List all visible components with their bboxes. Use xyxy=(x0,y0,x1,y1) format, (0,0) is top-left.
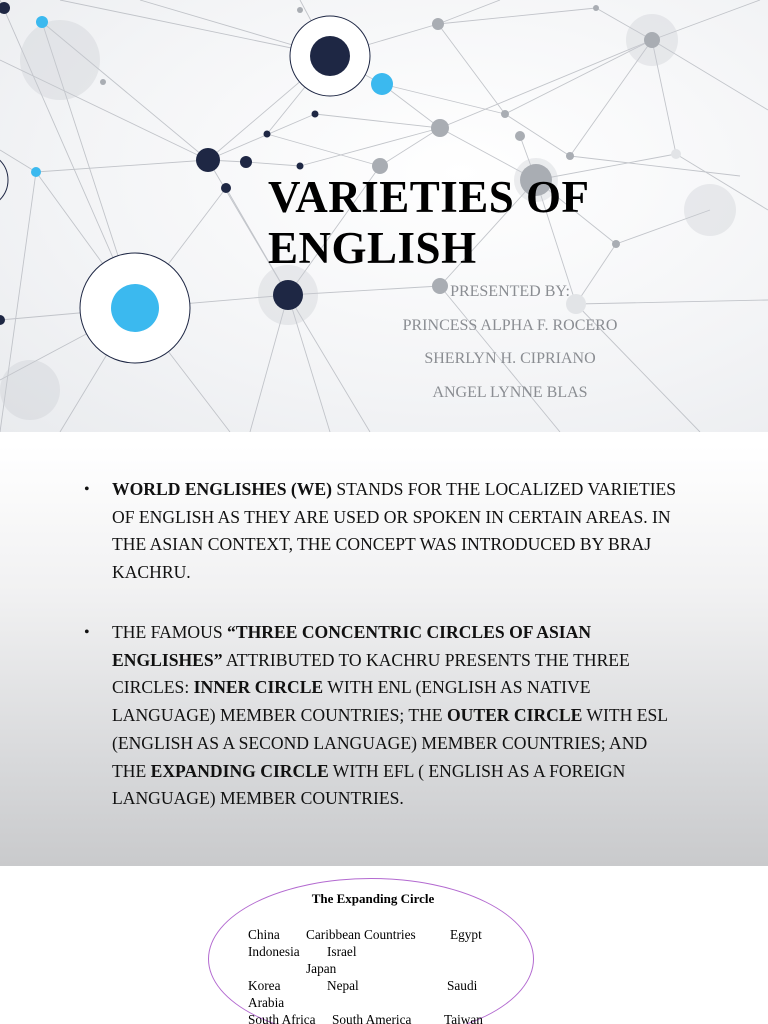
bullet-dot: • xyxy=(84,481,90,498)
country-label: Indonesia xyxy=(248,944,300,959)
bullet-body: WITH ESL (ENGLISH AS A SECOND LANGUAGE) MEMBER COUNTRIES; AND THE xyxy=(112,705,668,781)
bullet-three-circles xyxy=(84,619,678,813)
title-line-2: ENGLISH xyxy=(268,223,477,273)
bullet-text xyxy=(112,619,678,813)
bullet-body: THE FAMOUS xyxy=(112,622,228,642)
country-label: Egypt xyxy=(450,927,482,942)
bold-term: OUTER CIRCLE xyxy=(446,705,583,726)
country-label: Taiwan xyxy=(444,1012,483,1024)
country-label: South Africa xyxy=(248,1012,316,1024)
content-slide xyxy=(0,445,768,866)
circle-title: The Expanding Circle xyxy=(311,891,435,906)
bullet-world-englishes xyxy=(84,476,678,587)
country-label: Caribbean Countries xyxy=(306,927,416,942)
presenter-name: ANGEL LYNNE BLAS xyxy=(432,383,588,401)
bullet-body: ATTRIBUTED TO KACHRU PRESENTS THE THREE CIRCLES: xyxy=(112,649,630,698)
presenter-name: PRINCESS ALPHA F. ROCERO xyxy=(402,316,618,334)
country-label: China xyxy=(248,927,280,942)
expanding-circle-slide xyxy=(0,866,768,1024)
presenter-name: SHERLYN H. CIPRIANO xyxy=(424,350,596,367)
bullet-body: WITH EFL ( ENGLISH AS A FOREIGN LANGUAGE) MEMBER COUNTRIES. xyxy=(112,760,626,809)
country-label: Japan xyxy=(306,961,337,976)
country-label: Nepal xyxy=(327,978,359,993)
bold-term: EXPANDING CIRCLE xyxy=(150,760,329,781)
bold-term: WORLD ENGLISHES (WE) xyxy=(112,479,332,499)
country-label: South America xyxy=(332,1012,412,1024)
bullet-body: STANDS FOR THE LOCALIZED VARIETIES OF ENGLISH AS THEY ARE USED OR SPOKEN IN CERTAIN AREAS. IN THE ASIAN CONTEXT, THE CONCEPT WAS INTRODUCED BY BRAJ KACHRU. xyxy=(112,479,677,583)
country-label: Korea xyxy=(248,978,281,993)
bold-term: INNER CIRCLE xyxy=(193,677,324,698)
bullet-body: WITH ENL (ENGLISH AS NATIVE LANGUAGE) MEMBER COUNTRIES; THE xyxy=(112,677,591,726)
bold-term: “THREE CONCENTRIC CIRCLES OF ASIAN ENGLISHES” xyxy=(112,622,592,670)
country-label: Arabia xyxy=(248,995,285,1010)
title-line-1: VARIETIES OF xyxy=(268,172,590,222)
presented-by-label: PRESENTED BY: xyxy=(450,283,570,300)
slide-title xyxy=(268,172,688,274)
bullet-text xyxy=(112,476,678,587)
country-label: Saudi xyxy=(447,978,478,993)
country-label: Israel xyxy=(327,944,357,959)
presenters-block xyxy=(320,282,700,416)
title-slide xyxy=(0,0,768,432)
bullet-dot: • xyxy=(84,624,90,641)
